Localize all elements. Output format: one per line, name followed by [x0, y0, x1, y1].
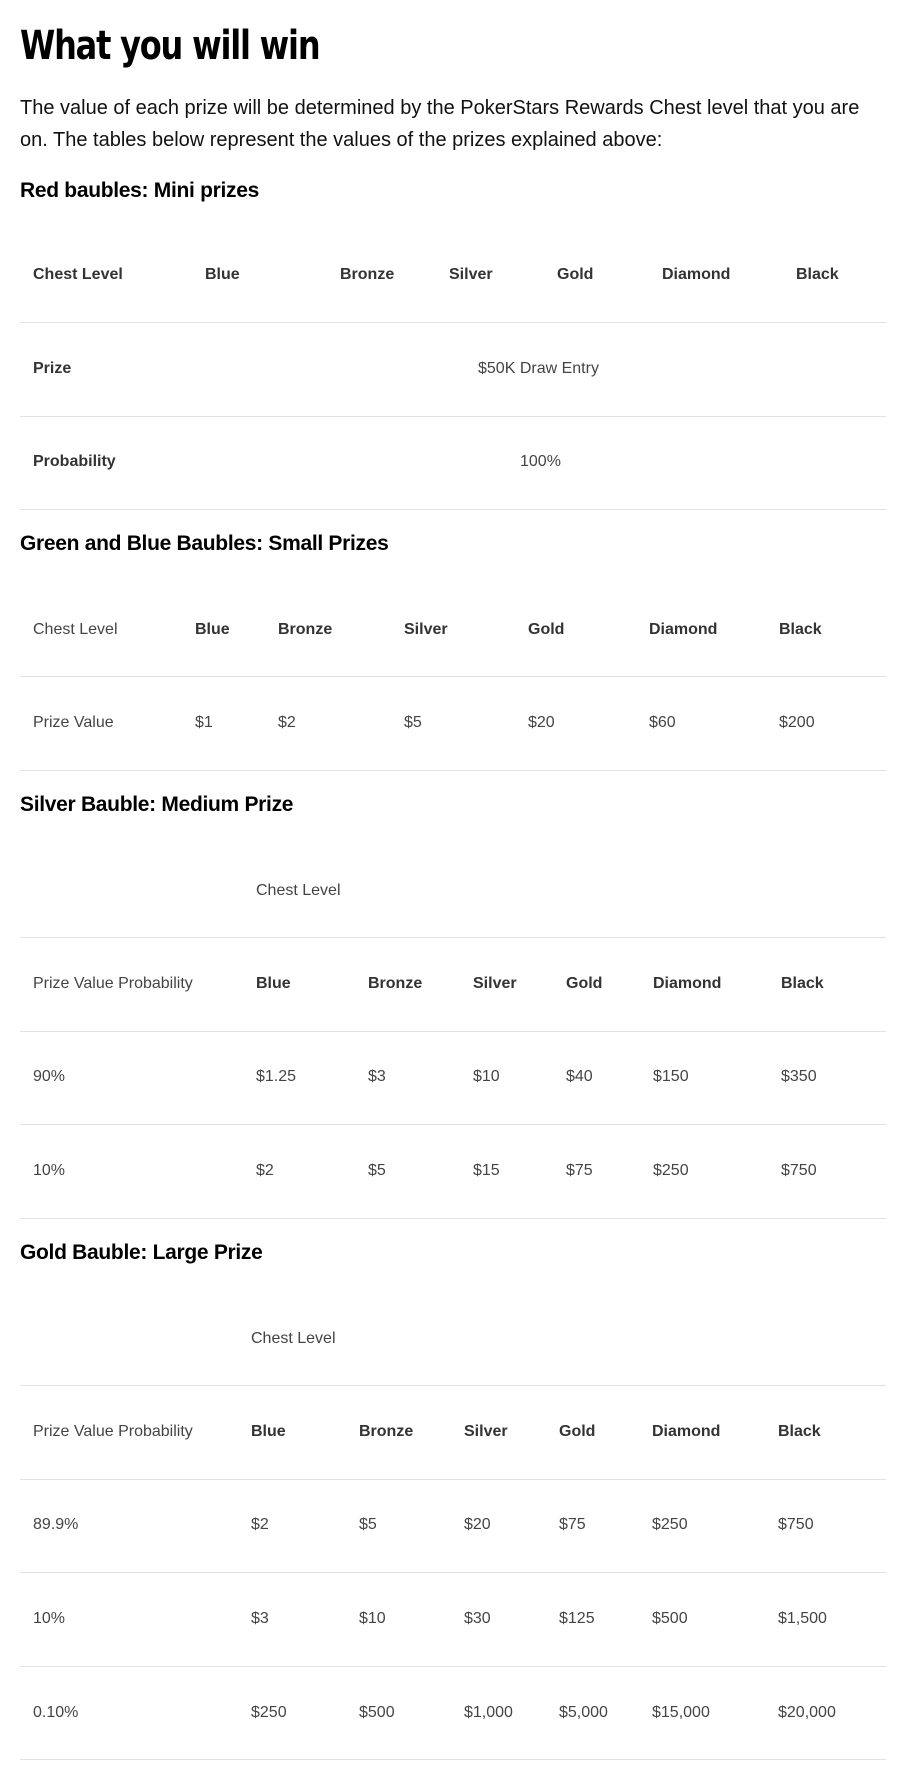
table-cell: $2 — [251, 1516, 269, 1533]
table-cell: $2 — [256, 1162, 274, 1179]
table-cell: 10% — [33, 1162, 66, 1179]
header-cell: Bronze — [340, 266, 395, 283]
header-cell: Diamond — [652, 1423, 721, 1440]
row-divider — [20, 1666, 886, 1667]
table-cell: 10% — [33, 1610, 66, 1627]
table-cell: $40 — [566, 1068, 593, 1085]
section-heading: Green and Blue Baubles: Small Prizes — [20, 532, 389, 555]
header-cell: Silver — [449, 266, 493, 283]
super-header-cell: Chest Level — [251, 1330, 336, 1347]
header-cell: Black — [781, 975, 824, 992]
merged-cell: $50K Draw Entry — [478, 360, 599, 377]
header-cell: Diamond — [662, 266, 731, 283]
row-divider — [20, 1572, 886, 1573]
header-cell: Diamond — [653, 975, 722, 992]
table-cell: $10 — [473, 1068, 500, 1085]
table-cell: $250 — [652, 1516, 688, 1533]
intro-paragraph: The value of each prize will be determined by the PokerStars Rewards Chest level that you are on. The tables below represent the values of the prizes explained above: — [20, 97, 860, 151]
table-cell: $15,000 — [652, 1704, 710, 1721]
table-cell: $5 — [359, 1516, 377, 1533]
row-divider — [20, 509, 886, 510]
table-cell: $75 — [566, 1162, 593, 1179]
row-divider — [20, 1031, 886, 1032]
row-divider — [20, 1759, 886, 1760]
table-cell: $5 — [368, 1162, 386, 1179]
header-cell: Bronze — [359, 1423, 414, 1440]
table-cell: $150 — [653, 1068, 689, 1085]
header-cell: Diamond — [649, 621, 718, 638]
header-cell: Gold — [559, 1423, 596, 1440]
table-cell: $500 — [652, 1610, 688, 1627]
table-cell: $1.25 — [256, 1068, 297, 1085]
header-cell: Blue — [205, 266, 240, 283]
table-cell: $1 — [195, 714, 213, 731]
section-heading: Silver Bauble: Medium Prize — [20, 793, 294, 816]
row-divider — [20, 416, 886, 417]
header-cell: Prize Value Probability — [33, 1423, 193, 1440]
row-divider — [20, 322, 886, 323]
table-cell: $1,500 — [778, 1610, 827, 1627]
table-cell: $3 — [368, 1068, 386, 1085]
header-cell: Bronze — [368, 975, 423, 992]
table-cell: 89.9% — [33, 1516, 79, 1533]
header-cell: Black — [779, 621, 822, 638]
table-cell: $500 — [359, 1704, 395, 1721]
row-label: Probability — [33, 453, 116, 470]
row-divider — [20, 676, 886, 677]
page-title: What you will win — [20, 23, 320, 69]
table-cell: $5,000 — [559, 1704, 608, 1721]
table-cell: $200 — [779, 714, 815, 731]
table-cell: $350 — [781, 1068, 817, 1085]
row-divider — [20, 1479, 886, 1480]
section-heading: Red baubles: Mini prizes — [20, 179, 260, 202]
merged-cell: 100% — [520, 453, 561, 470]
table-cell: $20,000 — [778, 1704, 836, 1721]
table-cell: $250 — [251, 1704, 287, 1721]
header-cell: Silver — [464, 1423, 508, 1440]
header-cell: Black — [796, 266, 839, 283]
header-cell: Blue — [195, 621, 230, 638]
row-divider — [20, 1385, 886, 1386]
header-cell: Chest Level — [33, 266, 123, 283]
table-cell: Prize Value — [33, 714, 114, 731]
header-cell: Silver — [404, 621, 448, 638]
row-divider — [20, 1218, 886, 1219]
table-cell: $2 — [278, 714, 296, 731]
header-cell: Gold — [528, 621, 565, 638]
header-cell: Chest Level — [33, 621, 118, 638]
table-cell: $1,000 — [464, 1704, 513, 1721]
table-cell: 0.10% — [33, 1704, 79, 1721]
table-cell: $5 — [404, 714, 422, 731]
table-cell: $3 — [251, 1610, 269, 1627]
table-cell: $250 — [653, 1162, 689, 1179]
header-cell: Blue — [256, 975, 291, 992]
section-heading: Gold Bauble: Large Prize — [20, 1241, 263, 1264]
table-cell: $10 — [359, 1610, 386, 1627]
row-divider — [20, 937, 886, 938]
header-cell: Prize Value Probability — [33, 975, 193, 992]
header-cell: Gold — [566, 975, 603, 992]
table-cell: $750 — [781, 1162, 817, 1179]
row-label: Prize — [33, 360, 72, 377]
header-cell: Black — [778, 1423, 821, 1440]
table-cell: $15 — [473, 1162, 500, 1179]
table-cell: $20 — [528, 714, 555, 731]
super-header-cell: Chest Level — [256, 882, 341, 899]
header-cell: Gold — [557, 266, 594, 283]
header-cell: Blue — [251, 1423, 286, 1440]
table-cell: 90% — [33, 1068, 66, 1085]
row-divider — [20, 770, 886, 771]
row-divider — [20, 1124, 886, 1125]
header-cell: Silver — [473, 975, 517, 992]
table-cell: $750 — [778, 1516, 814, 1533]
table-cell: $125 — [559, 1610, 595, 1627]
table-cell: $60 — [649, 714, 676, 731]
table-cell: $75 — [559, 1516, 586, 1533]
header-cell: Bronze — [278, 621, 333, 638]
table-cell: $30 — [464, 1610, 491, 1627]
table-cell: $20 — [464, 1516, 491, 1533]
